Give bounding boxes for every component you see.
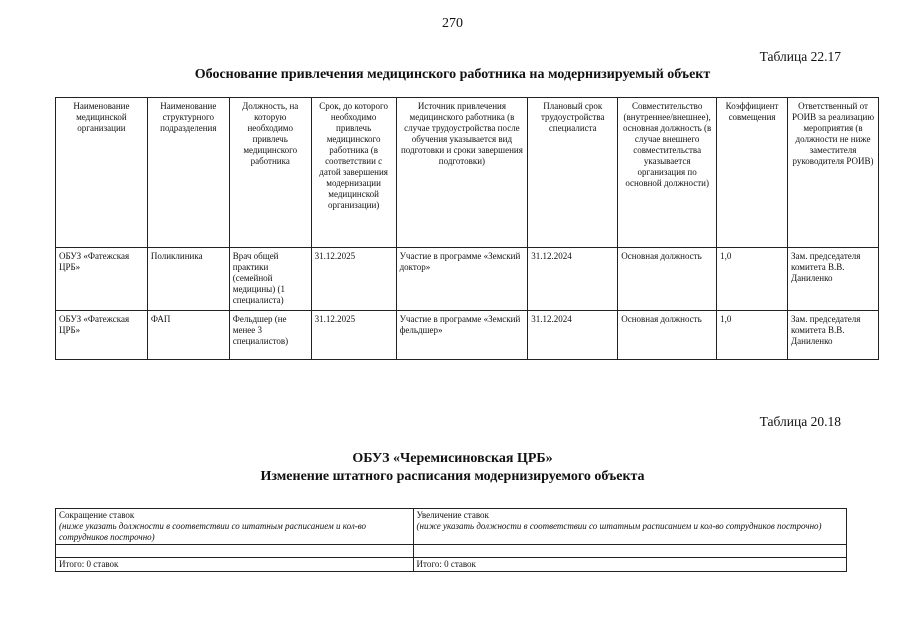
cell-responsible: Зам. председателя комитета В.В. Даниленко	[788, 248, 879, 311]
table2-title: Изменение штатного расписания модернизируемого объекта	[260, 469, 645, 484]
justification-table	[55, 97, 879, 360]
header-cell: Срок, до которого необходимо привлечь медицинского работника (в соответствии с датой завершения модернизации медицинской организации)	[311, 98, 396, 248]
cell-responsible: Зам. председателя комитета В.В. Даниленко	[788, 311, 879, 360]
cell-department: ФАП	[147, 311, 229, 360]
increase-header-cell	[413, 509, 846, 545]
cell-organization: ОБУЗ «Фатежская ЦРБ»	[56, 248, 148, 311]
org-title: ОБУЗ «Черемисиновская ЦРБ»	[352, 451, 553, 466]
table1-title: Обоснование привлечения медицинского работника на модернизируемый объект	[194, 67, 711, 82]
cell-planned-date: 31.12.2024	[528, 248, 618, 311]
cell-position: Фельдшер (не менее 3 специалистов)	[229, 311, 311, 360]
cell-combination: Основная должность	[618, 248, 717, 311]
header-cell: Источник привлечения медицинского работника (в случае трудоустройства после обучения указывается вид подготовки и сроки завершения подготовки)	[396, 98, 528, 248]
header-cell: Коэффициент совмещения	[717, 98, 788, 248]
cell-coefficient: 1,0	[717, 311, 788, 360]
table-row	[56, 558, 847, 572]
table1-label: Таблица 22.17	[759, 49, 841, 64]
cell-source: Участие в программе «Земский фельдшер»	[396, 311, 528, 360]
empty-cell	[413, 545, 846, 558]
table-row	[56, 311, 879, 360]
reduction-header-cell	[56, 509, 414, 545]
header-cell: Совместительство (внутреннее/внешнее), основная должность (в случае внешнего совместительства указывается организация по основной должности)	[618, 98, 717, 248]
table-row	[56, 509, 847, 545]
staffing-table	[55, 508, 847, 572]
cell-position: Врач общей практики (семейной медицины) (1 специалиста)	[229, 248, 311, 311]
header-cell: Наименование медицинской организации	[56, 98, 148, 248]
cell-source: Участие в программе «Земский доктор»	[396, 248, 528, 311]
table-row	[56, 248, 879, 311]
cell-organization: ОБУЗ «Фатежская ЦРБ»	[56, 311, 148, 360]
increase-header: Увеличение ставок	[416, 510, 489, 520]
cell-combination: Основная должность	[618, 311, 717, 360]
header-cell: Плановый срок трудоустройства специалиста	[528, 98, 618, 248]
table-row	[56, 545, 847, 558]
header-row	[56, 98, 879, 248]
empty-cell	[56, 545, 414, 558]
increase-note: (ниже указать должности в соответствии со штатным расписанием и кол-во сотрудников построчно)	[416, 521, 822, 531]
cell-deadline: 31.12.2025	[311, 248, 396, 311]
cell-department: Поликлиника	[147, 248, 229, 311]
reduction-header: Сокращение ставок	[59, 510, 135, 520]
reduction-note: (ниже указать должности в соответствии со штатным расписанием и кол-во сотрудников построчно)	[59, 521, 367, 542]
header-cell: Должность, на которую необходимо привлечь медицинского работника	[229, 98, 311, 248]
increase-total: Итого: 0 ставок	[413, 558, 846, 572]
header-cell: Наименование структурного подразделения	[147, 98, 229, 248]
table2-label: Таблица 20.18	[759, 414, 841, 429]
cell-deadline: 31.12.2025	[311, 311, 396, 360]
cell-coefficient: 1,0	[717, 248, 788, 311]
header-cell: Ответственный от РОИВ за реализацию мероприятия (в должности не ниже заместителя руководителя РОИВ)	[788, 98, 879, 248]
cell-planned-date: 31.12.2024	[528, 311, 618, 360]
reduction-total: Итого: 0 ставок	[56, 558, 414, 572]
page-number: 270	[442, 16, 463, 31]
